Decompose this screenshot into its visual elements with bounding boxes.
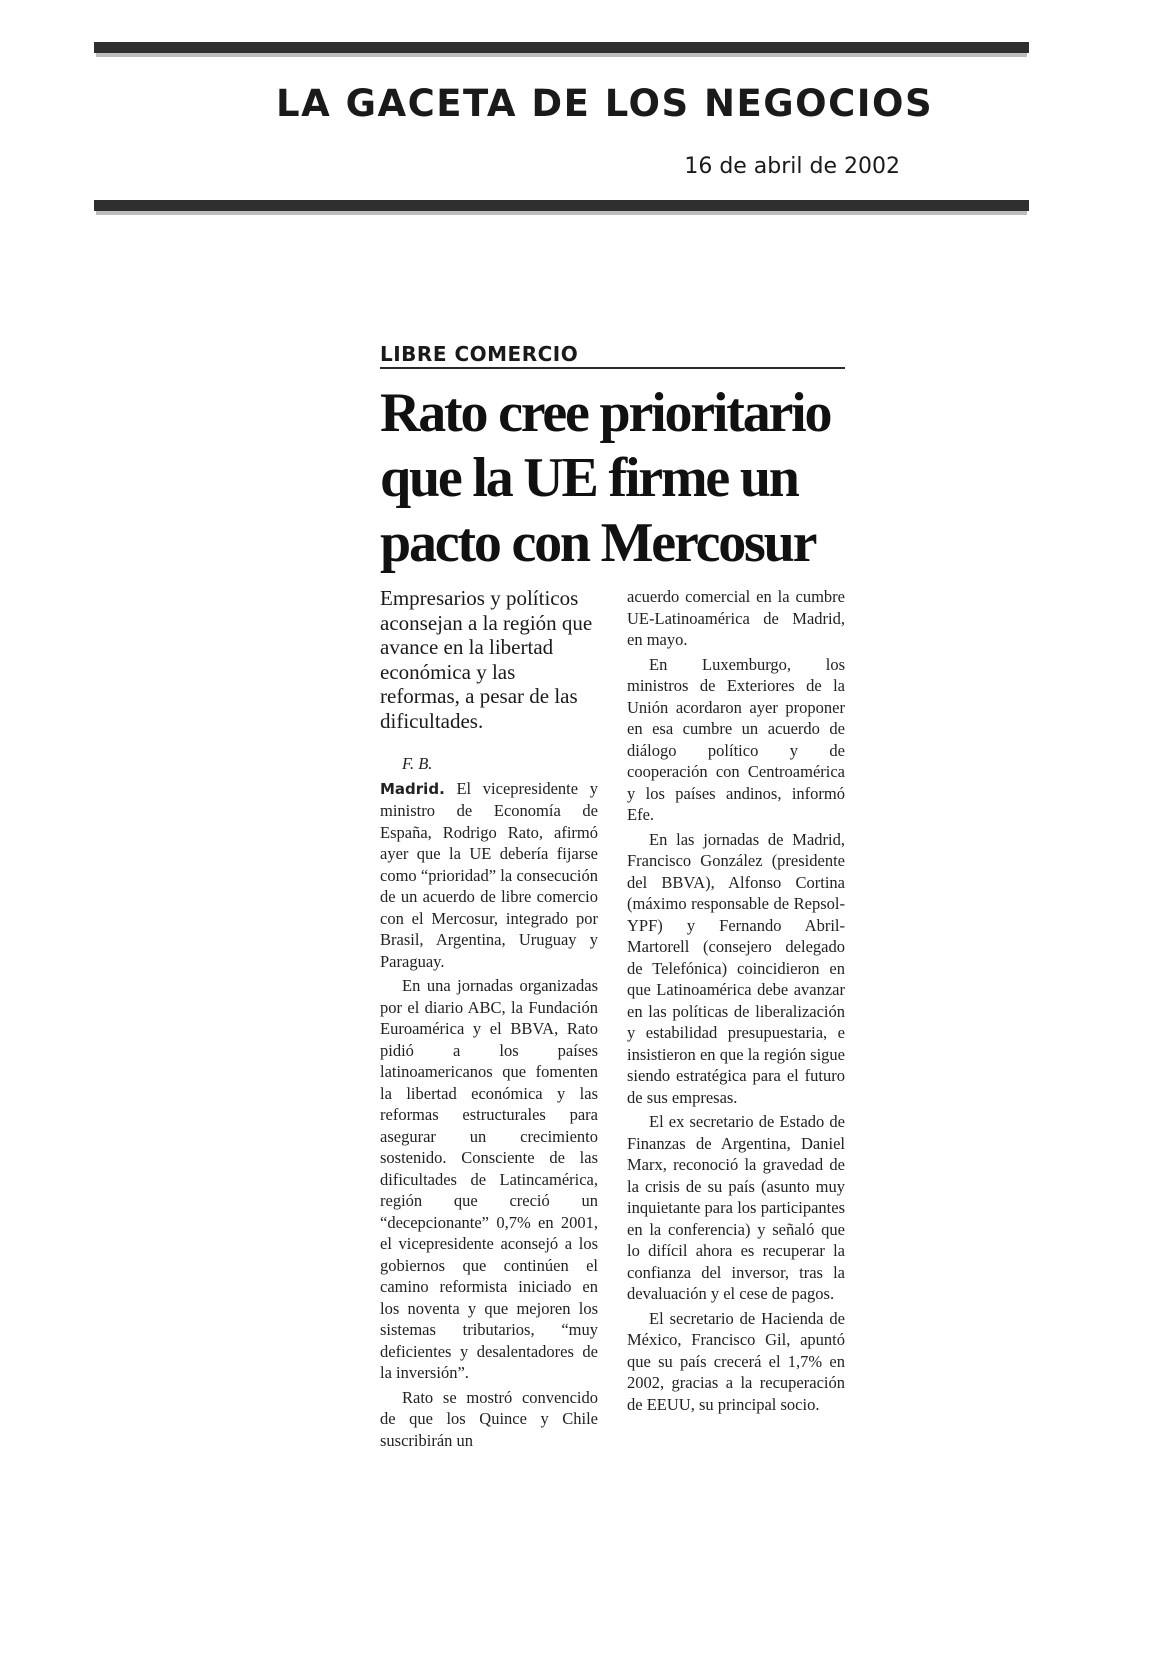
headline: Rato cree prioritario que la UE firme un pacto con Mercosur [380, 382, 831, 574]
column-left [380, 586, 598, 1451]
article [380, 342, 845, 1451]
lead-paragraph: Empresarios y políticos aconsejan a la región que avance en la libertad económica y las reformas, a pesar de las dificultades. [380, 586, 593, 733]
publication-title: LA GACETA DE LOS NEGOCIOS [276, 82, 934, 125]
body-paragraph: En las jornadas de Madrid, Francisco González (presidente del BBVA), Alfonso Cortina (máximo responsable de Repsol-YPF) y Fernando Abril-Martorell (consejero delegado de Telefónica) coincidieron en que Latinoamérica debe avanzar en las políticas de liberalización y estabilidad presupuestaria, e insistieron en que la región sigue siendo estratégica para el futuro de sus empresas. [627, 829, 845, 1107]
article-columns [380, 586, 845, 1451]
body-paragraph: El secretario de Hacienda de México, Francisco Gil, apuntó que su país crecerá el 1,7% en 2002, gracias a la recuperación de EEUU, su principal socio. [627, 1308, 845, 1414]
body-paragraph: En Luxemburgo, los ministros de Exteriores de la Unión acordaron ayer proponer en esa cumbre un acuerdo de diálogo político y de cooperación con Centroamérica y los países andinos, informó Efe. [627, 654, 845, 824]
column-right [627, 586, 845, 1451]
body-paragraph: El ex secretario de Estado de Finanzas de Argentina, Daniel Marx, reconoció la gravedad de la crisis de su país (asunto muy inquietante para los participantes en la conferencia) y señaló que lo difícil ahora es recuperar la confianza del inversor, tras la devaluación y el cese de pagos. [627, 1112, 845, 1303]
body-paragraph: Rato se mostró convencido de que los Quince y Chile suscribirán un [380, 1387, 598, 1450]
header-top-rule [94, 42, 1029, 53]
byline: F. B. [402, 754, 433, 773]
body-paragraph [380, 778, 598, 973]
section-label: LIBRE COMERCIO [380, 342, 845, 369]
body-paragraph: acuerdo comercial en la cumbre UE-Latinoamérica de Madrid, en mayo. [627, 587, 845, 649]
publication-date: 16 de abril de 2002 [684, 154, 900, 179]
body-paragraph-text: El vicepresidente y ministro de Economía de España, Rodrigo Rato, afirmó ayer que la UE debería fijarse como “prioridad” la consecución de un acuerdo de libre comercio con el Mercosur, integrado por Brasil, Argentina, Uruguay y Paraguay. [380, 778, 599, 971]
body-paragraph: En una jornadas organizadas por el diario ABC, la Fundación Euroamérica y el BBVA, Rato pidió a los países latinoamericanos que fomenten la libertad económica y las reformas estructurales para asegurar un crecimiento sostenido. Consciente de las dificultades de Latincamérica, región que creció un “decepcionante” 0,7% en 2001, el vicepresidente aconsejó a los gobiernos que continúen el camino reformista iniciado en los noventa y que mejoren los sistemas tributarios, “muy deficientes y desalentadores de la inversión”. [380, 976, 598, 1382]
dateline-place: Madrid. [380, 779, 445, 798]
header-bottom-rule [94, 200, 1029, 211]
